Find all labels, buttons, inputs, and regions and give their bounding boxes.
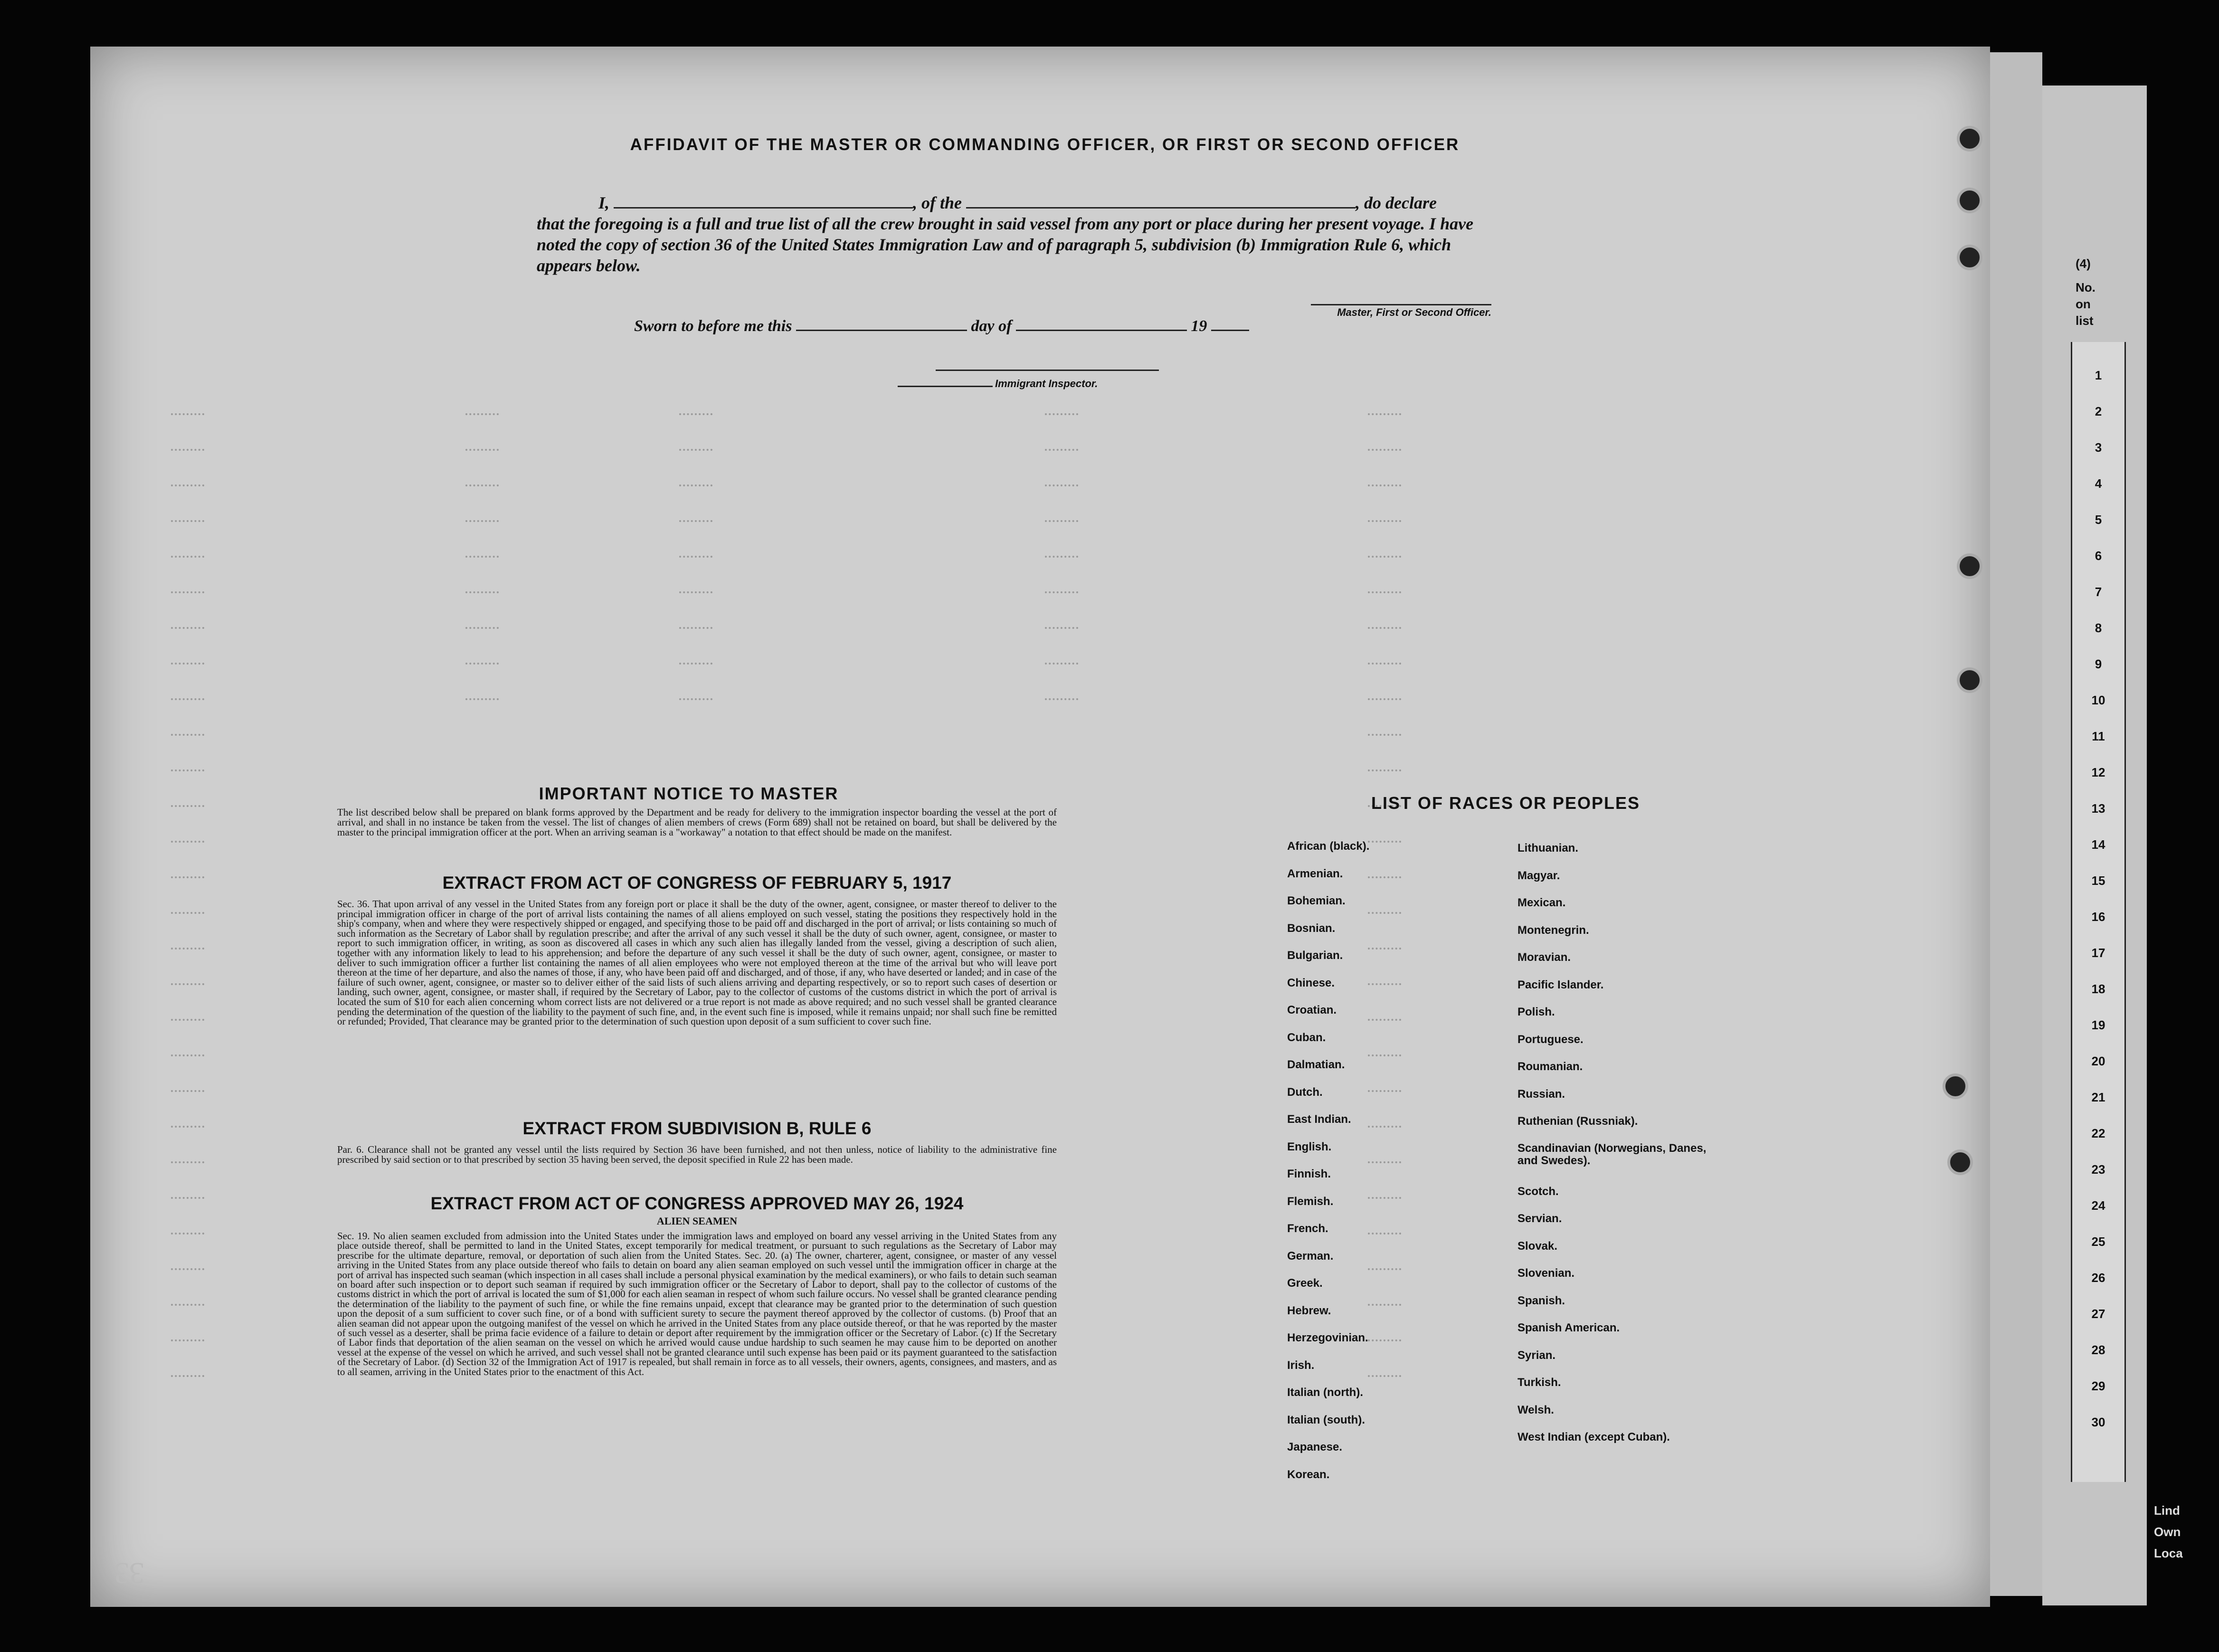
ditto-mark [679,413,712,418]
races-left-column [1287,840,1477,1495]
notice-title: IMPORTANT NOTICE TO MASTER [539,784,839,803]
race-entry: Pacific Islander. [1517,978,1604,991]
extract2-title: EXTRACT FROM SUBDIVISION B, RULE 6 [522,1119,872,1138]
row-number: 18 [2091,982,2105,996]
race-entry: Mexican. [1517,896,1566,909]
row-number: 12 [2091,765,2105,779]
race-entry: Welsh. [1517,1403,1554,1416]
binder-hole [1957,126,1982,152]
race-entry: Roumanian. [1517,1060,1583,1073]
ditto-mark [1045,591,1078,596]
extract1-body: Sec. 36. That upon arrival of any vessel in the United States from any foreign port or place it shall be the duty of the owner, agent, consignee, or master thereof to deliver to the principal immigration officer in charge of the port of arrival lists containing the names of all aliens employed on such vessel, stating the positions they respectively hold in the ship's company, when and where they were respectively shipped or engaged, and specifying those to be paid off and discharged in the port of arrival; or lists containing so much of such information as the Secretary of Labor shall by regulation prescribe; and after the arrival of any such vessel it shall be the duty of such owner, agent, consignee, or master to report to such immigration officer, in writing, as soon as discovered all cases in which any such alien has illegally landed from the vessel, giving a description of such alien, together with any information likely to lead to his apprehension; and before the departure of any such vessel it shall be the duty of such owner, agent, consignee, or master to deliver to such immigration officer a further list containing the names of all alien employees who were not employed thereon at the time of the arrival but who will leave port thereon at the time of her departure, and also the names of those, if any, who have been paid off and discharged, and of those, if any, who have deserted or landed; and in case of the failure of such owner, agent, consignee, or master so to deliver either of the said lists of such aliens arriving and departing respectively, or so to report such cases of desertion or landing, such owner, agent, consignee, or master shall, if required by the Secretary of Labor, pay to the collector of customs of the customs district in which the port of arrival is located the sum of $10 for each alien concerning whom correct lists are not delivered or a true report is not made as above required; and no such vessel shall be granted clearance pending the determination of the question of the liability to the payment of such fine, and, in the event such fine is imposed, while it remains unpaid; nor shall such fine be remitted or refunded; Provided, That clearance may be granted prior to the determination of such question upon deposit of a sum sufficient to cover such fine. [337,898,1057,1027]
declaration-i: I, [598,193,610,212]
ditto-mark [171,484,204,489]
ditto-mark [465,484,499,489]
row-number: 11 [2092,729,2105,743]
race-entry: Spanish. [1517,1294,1565,1307]
race-entry: Greek. [1287,1277,1323,1290]
race-entry: Spanish American. [1517,1321,1620,1334]
race-entry: Montenegrin. [1517,923,1589,937]
race-entry: Chinese. [1287,976,1335,989]
name-blank[interactable] [614,207,913,209]
ditto-mark [171,876,204,881]
inspector-caption: Immigrant Inspector. [995,378,1098,389]
extract1-title: EXTRACT FROM ACT OF CONGRESS OF FEBRUARY 5, 1917 [442,873,952,892]
ditto-mark [1368,484,1401,489]
binder-hole [1947,1149,1973,1175]
ditto-mark [1045,556,1078,560]
ditto-mark [1368,556,1401,560]
ditto-mark [465,663,499,667]
race-entry: Japanese. [1287,1441,1343,1453]
ditto-mark [171,520,204,525]
vessel-blank[interactable] [966,207,1356,209]
ditto-mark [679,449,712,454]
margin-note: 33 [114,1557,144,1590]
row-number: 25 [2091,1234,2105,1249]
race-entry: Servian. [1517,1212,1562,1225]
ditto-mark [465,520,499,525]
ditto-mark [465,591,499,596]
race-entry: Portuguese. [1517,1033,1584,1046]
ditto-mark [679,484,712,489]
ditto-mark [1045,484,1078,489]
race-entry: Bulgarian. [1287,949,1343,962]
extract2-body: Par. 6. Clearance shall not be granted any vessel until the lists required by Section 36 have been furnished, and not then unless, notice of liability to the administrative fine prescribed by said section or to that prescribed by section 35 having been served, the deposit specified in Rule 22 has been made. [337,1144,1057,1165]
side-header-label: No. [2076,280,2096,294]
row-number: 30 [2091,1415,2105,1429]
ditto-mark [171,1054,204,1059]
ditto-mark [171,1233,204,1237]
row-number: 7 [2095,585,2102,599]
declaration-end: , do declare [1356,193,1437,212]
sworn-year-blank[interactable] [1211,330,1249,331]
race-entry: Turkish. [1517,1376,1561,1389]
row-number: 5 [2095,513,2102,527]
ditto-mark [171,591,204,596]
row-number: 23 [2091,1162,2105,1177]
sworn-prefix: Sworn to before me this [634,317,792,335]
signature-blank[interactable] [1311,304,1491,305]
ditto-mark [1368,520,1401,525]
ditto-mark [1368,627,1401,632]
race-entry: German. [1287,1249,1334,1263]
ditto-mark [465,449,499,454]
race-entry: Dalmatian. [1287,1058,1345,1071]
ditto-mark [679,627,712,632]
race-entry: Polish. [1517,1006,1555,1018]
ditto-mark [465,627,499,632]
ditto-mark [171,1126,204,1130]
declaration-of: , of the [913,193,962,212]
race-entry: Magyar. [1517,869,1560,882]
ditto-mark [171,556,204,560]
row-number: 24 [2091,1198,2105,1213]
ditto-mark [465,413,499,418]
ditto-mark [171,627,204,632]
race-entry: Dutch. [1287,1085,1323,1099]
ditto-mark [679,520,712,525]
ditto-mark [1045,520,1078,525]
ditto-mark [1368,734,1401,739]
ditto-mark [465,698,499,703]
row-number: 14 [2091,837,2105,852]
race-entry: Moravian. [1517,951,1571,964]
ditto-mark [1045,698,1078,703]
side-header-label: list [2076,313,2094,328]
ditto-mark [171,948,204,952]
side-header-label: on [2076,297,2091,311]
ditto-mark [171,1375,204,1380]
race-entry: Italian (north). [1287,1386,1363,1399]
ditto-mark [171,1161,204,1166]
ditto-mark [1368,449,1401,454]
ditto-mark [1368,769,1401,774]
race-entry: Hebrew. [1287,1304,1331,1317]
ditto-mark [1368,663,1401,667]
binder-hole [1957,245,1982,270]
signature-caption: Master, First or Second Officer. [1337,306,1491,318]
race-entry: Slovenian. [1517,1267,1575,1280]
races-right-column [1517,842,1717,1458]
side-header-label: (4) [2076,256,2091,271]
race-entry: African (black). [1287,840,1370,853]
ditto-mark [171,1304,204,1309]
row-number: 13 [2091,801,2105,816]
affidavit-title: AFFIDAVIT OF THE MASTER OR COMMANDING OFFICER, OR FIRST OR SECOND OFFICER [630,135,1460,154]
ditto-mark [465,556,499,560]
ditto-mark [679,698,712,703]
ditto-mark [171,769,204,774]
sworn-day-label: day of [971,317,1012,335]
ditto-mark [679,591,712,596]
ditto-mark [171,983,204,988]
ditto-mark [171,449,204,454]
race-entry: Korean. [1287,1468,1330,1481]
race-entry: Ruthenian (Russniak). [1517,1115,1638,1128]
ditto-mark [1368,591,1401,596]
extract3-subtitle: ALIEN SEAMEN [656,1215,738,1227]
row-number: 26 [2091,1271,2105,1285]
ditto-mark [171,912,204,917]
row-number: 9 [2095,657,2102,671]
ditto-mark [1045,449,1078,454]
binder-hole [1957,188,1982,213]
ditto-mark [171,698,204,703]
sworn-month-blank[interactable] [1016,330,1187,331]
row-number: 29 [2091,1379,2105,1393]
side-footer-label: Loca [2154,1546,2183,1560]
race-entry: English. [1287,1140,1332,1153]
row-number: 10 [2091,693,2105,707]
declaration-text: that the foregoing is a full and true list of all the crew brought in said vessel from any port or place during her present voyage. I have noted the copy of section 36 of the United States Immigration Law and of paragraph 5, subdivision (b) Immigration Rule 6, which appears below. [537,214,1474,275]
row-number: 28 [2091,1343,2105,1357]
race-entry: Russian. [1517,1087,1565,1101]
row-number: 20 [2091,1054,2105,1068]
extract3-title: EXTRACT FROM ACT OF CONGRESS APPROVED MAY 26, 1924 [430,1194,964,1213]
race-entry: Flemish. [1287,1195,1334,1208]
race-entry: Scandinavian (Norwegians, Danes, and Swedes). [1517,1141,1707,1167]
side-footer-label: Own [2154,1525,2181,1539]
row-number: 1 [2095,368,2102,382]
row-number: 21 [2091,1090,2105,1104]
ditto-mark [1368,413,1401,418]
inspector-top-blank[interactable] [936,370,1159,371]
sworn-day-blank[interactable] [796,330,967,331]
row-number: 16 [2091,910,2105,924]
row-number: 19 [2091,1018,2105,1032]
row-number-strip [2071,342,2126,1482]
race-entry: Finnish. [1287,1168,1331,1180]
row-number: 8 [2095,621,2102,635]
row-number: 4 [2095,476,2102,491]
race-entry: Slovak. [1517,1239,1558,1253]
binder-hole [1943,1073,1968,1099]
row-number: 17 [2091,946,2105,960]
extract3-body: Sec. 19. No alien seamen excluded from admission into the United States under the immigration laws and employed on board any vessel arriving in the United States from any place outside thereof, shall be permitted to land in the United States, except temporarily for medical treatment, or pursuant to such regulations as the Secretary of Labor may prescribe for the ultimate departure, removal, or deportation of such alien from the United States. Sec. 20. (a) The owner, charterer, agent, consignee, or master of any vessel arriving in the United States from any place outside thereof who fails to detain on board any alien seaman employed on such vessel until the immigration officer in charge at the port of arrival has inspected such seaman (which inspection in all cases shall include a personal physical examination by the medical examiners), or who fails to detain such seaman on board after such inspection or to deport such seaman if required by such immigration officer or the Secretary of Labor to deport, shall pay to the collector of customs of the customs district in which the port of arrival is located the sum of $1,000 for each alien seaman in respect of whom such failure occurs. No vessel shall be granted clearance pending the determination of the liability to the payment of such fine, or while the fine remains unpaid, except that clearance may be granted prior to the determination of such question upon the deposit of a sum sufficient to cover such fine, or of a bond with sufficient surety to secure the payment thereof approved by the collector of customs. (b) Proof that an alien seaman did not appear upon the outgoing manifest of the vessel on which he arrived in the United States from any place outside thereof, or that he was reported by the master of such vessel as a deserter, shall be prima facie evidence of a failure to detain or deport after requirement by the immigration officer or the Secretary of Labor. (c) If the Secretary of Labor finds that deportation of the alien seaman on the vessel on which he arrived would cause undue hardship to such seamen he may cause him to be deported on another vessel at the expense of the vessel on which he arrived, and such vessel shall not be granted clearance until such expense has been paid or its payment guaranteed to the satisfaction of the Secretary of Labor. (d) Section 32 of the Immigration Act of 1917 is repealed, but shall remain in force as to all vessels, their owners, agents, consignees, and masters, and as to all seamen, arriving in the United States prior to the enactment of this Act. [337,1230,1057,1377]
race-entry: West Indian (except Cuban). [1517,1431,1670,1443]
race-entry: Armenian. [1287,867,1343,880]
ditto-mark [171,805,204,810]
row-number: 3 [2095,440,2102,455]
row-number: 2 [2095,404,2102,418]
page-edge [1990,52,2042,1596]
row-number: 6 [2095,549,2102,563]
ditto-mark [171,1197,204,1202]
row-number: 22 [2091,1126,2105,1140]
ditto-mark [1368,698,1401,703]
ditto-mark [171,841,204,845]
ditto-mark [1045,627,1078,632]
race-entry: Herzegovinian. [1287,1331,1368,1344]
ditto-mark [1045,413,1078,418]
notice-body: The list described below shall be prepared on blank forms approved by the Department and be ready for delivery to the immigration inspector boarding the vessel at the port of arrival, and shall in no instance be taken from the vessel. The list of changes of alien members of crews (Form 689) shall not be retained on board, but shall be delivered by the master to the principal immigration officer at the port. When an arriving seaman is a "workaway" a notation to that effect should be made on the manifest. [337,807,1057,838]
ditto-mark [171,1090,204,1095]
race-entry: Scotch. [1517,1185,1559,1198]
race-entry: Croatian. [1287,1004,1337,1016]
ditto-mark [171,1268,204,1273]
race-entry: Italian (south). [1287,1413,1365,1426]
row-number: 27 [2091,1307,2105,1321]
races-title: LIST OF RACES OR PEOPLES [1371,793,1641,813]
ditto-mark [171,1019,204,1024]
ditto-mark [171,663,204,667]
ditto-mark [679,556,712,560]
ditto-mark [171,734,204,739]
inspector-blank[interactable] [898,386,993,387]
race-entry: Bosnian. [1287,921,1336,935]
ditto-mark [679,663,712,667]
binder-hole [1957,553,1982,579]
race-entry: Bohemian. [1287,894,1346,907]
ditto-mark [1045,663,1078,667]
race-entry: Irish. [1287,1358,1315,1372]
sworn-line [634,317,1299,335]
ditto-mark [171,1339,204,1344]
affidavit-declaration [537,192,1496,276]
side-footer-label: Lind [2154,1503,2180,1518]
race-entry: Cuban. [1287,1031,1326,1044]
race-entry: Syrian. [1517,1348,1556,1362]
race-entry: East Indian. [1287,1113,1351,1126]
row-number: 15 [2091,873,2105,888]
binder-hole [1957,667,1982,693]
sworn-year: 19 [1191,317,1207,335]
race-entry: Lithuanian. [1517,842,1578,854]
race-entry: French. [1287,1222,1328,1235]
ditto-mark [171,413,204,418]
